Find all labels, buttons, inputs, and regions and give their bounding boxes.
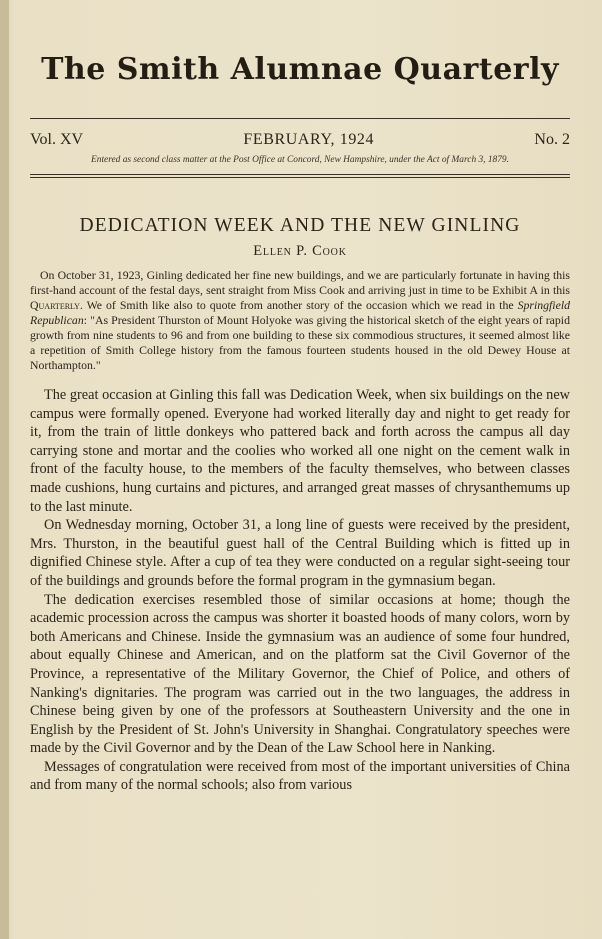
issue-rule-top — [30, 174, 570, 175]
article-author: Ellen P. Cook — [253, 243, 347, 259]
paragraph: The dedication exercises resembled those of similar occasions at home; though the academic procession across the campus was shorter it boasted hoods of many colors, worn by both Americans and Chinese. Inside the gymnasium was an audience of some four hundred, about equally Chinese and American, and on the platform sat the Civil Governor of the Province, a representative of the Military Governor, the Chief of Police, and others of Nanking's dignitaries. The program was carried out in the two languages, the address in Chinese being given by one of the professors at Southeastern University and the one in English by the President of St. John's University in Shanghai. Congratulatory speeches were made by the Civil Governor and by the Dean of the Law School here in Nanking. — [30, 591, 570, 757]
intro-text-1: On October 31, 1923, Ginling dedicated her fine new buildings, and we are particularly fortunate in having this first-hand account of the festal days, sent straight from Miss Cook and arriving just in time to be Exhibit A in this — [30, 268, 570, 297]
issue-date: FEBRUARY, 1924 — [243, 131, 375, 148]
volume-number: Vol. XV — [30, 131, 84, 148]
issue-number: No. 2 — [534, 131, 570, 148]
intro-quarterly: Quarterly — [30, 298, 80, 312]
article-body — [30, 386, 570, 795]
paragraph: Messages of congratulation were received from most of the important universities of China and from many of the normal schools; also from various — [30, 758, 570, 794]
postal-entry-note: Entered as second class matter at the Post Office at Concord, New Hampshire, under the Act of March 3, 1879. — [91, 155, 509, 165]
page-edge-shadow — [0, 0, 9, 939]
intro-text-2: . We of Smith like also to quote from another story of the occasion which we read in the — [79, 298, 518, 312]
masthead-rule — [30, 118, 570, 119]
intro-newspaper: Springfield Republican — [30, 298, 570, 327]
paragraph: On Wednesday morning, October 31, a long line of guests were received by the president, Mrs. Thurston, in the beautiful guest hall of the Central Building which is fitted up in dignified Chinese style. After a cup of tea they were conducted on a regular sight-seeing tour of the buildings and grounds before the formal program in the gymnasium began. — [30, 517, 570, 589]
issue-rule-bottom — [30, 177, 570, 178]
editor-intro — [30, 268, 570, 373]
intro-text-3: : "As President Thurston of Mount Holyoke was giving the historical sketch of the eight years of rapid growth from nine students to 96 and from one building to these six commodious structures, it seemed almost like a repetition of Smith College history from the famous fourteen students housed in the old Dewey House at Northampton." — [30, 313, 570, 372]
issue-info-row — [30, 131, 570, 149]
masthead-title: The Smith Alumnae Quarterly — [41, 52, 559, 87]
paragraph: The great occasion at Ginling this fall was Dedication Week, when six buildings on the new campus were formally opened. Everyone had worked literally day and night to get ready for it, from the train of little donkeys who pattered back and forth across the campus all day carrying stone and mortar and the coolies who worked all one night on the cement walk in front of the faculty house, to the members of the faculty themselves, who between classes made cushions, hung curtains and pictures, and arranged great masses of chrysanthemums up to the last minute. — [30, 387, 570, 515]
article-title: DEDICATION WEEK AND THE NEW GINLING — [79, 215, 521, 236]
